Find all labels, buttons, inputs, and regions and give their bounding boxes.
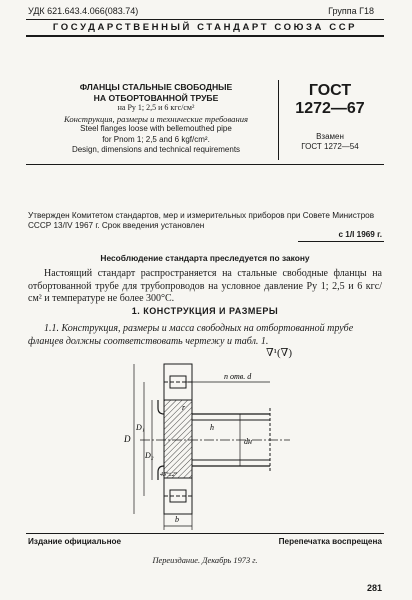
title-block <box>40 82 272 156</box>
udk-code: УДК 621.643.4.066(083.74) <box>28 6 139 16</box>
replace-label: Взамен <box>316 132 344 141</box>
label-D: D <box>124 434 131 444</box>
label-holes: n отв. d <box>224 372 252 381</box>
label-angle: 45°±2° <box>160 472 178 478</box>
label-b: b <box>175 515 179 524</box>
standard-banner: ГОСУДАРСТВЕННЫЙ СТАНДАРТ СОЮЗА ССР <box>52 22 358 33</box>
title-ru-1: ФЛАНЦЫ СТАЛЬНЫЕ СВОБОДНЫЕ <box>79 82 233 92</box>
gost-number: 1272—67 <box>295 100 365 117</box>
reprint-prohibited: Перепечатка воспрещена <box>278 537 382 546</box>
title-en-2: for Pnom 1; 2,5 and 6 kgf/cm². <box>102 134 210 144</box>
flange-drawing <box>120 360 300 535</box>
bellmouth-top <box>158 400 164 414</box>
gost-block <box>286 82 374 152</box>
label-h: h <box>210 423 214 432</box>
intro-paragraph: Настоящий стандарт распространяется на стальные свободные фланцы на отбортованной трубе для трубопроводов на условное давление Pу 1; 2,5 и 6 кгс/см² и температуре не более 300°С. <box>28 268 382 304</box>
top-rule <box>26 19 384 20</box>
banner-rule <box>26 35 384 37</box>
approval-text: Утвержден Комитетом стандартов, мер и измерительных приборов при Совете Министров СССР 13/IV 1967 г. Срок введения установлен <box>28 211 375 230</box>
flange-section-hatch <box>164 400 192 478</box>
title-ru-2: НА ОТБОРТОВАННОЙ ТРУБЕ <box>93 92 219 103</box>
label-D1: D₁ <box>136 423 145 432</box>
label-D2: D₂ <box>145 451 154 460</box>
title-ru-3: на Pу 1; 2,5 и 6 кгс/см² <box>117 103 195 112</box>
footer-rule <box>26 533 384 534</box>
official-edition: Издание официальное <box>28 537 122 546</box>
replace-value: ГОСТ 1272—54 <box>301 142 359 151</box>
roughness-symbol: ∇¹(∇) <box>266 347 292 359</box>
gost-label: ГОСТ <box>308 82 352 99</box>
label-r: r <box>182 403 186 412</box>
effective-date: с 1/I 1969 г. <box>338 230 382 239</box>
title-en-3: Design, dimensions and technical requirements <box>71 145 241 154</box>
title-ru-4: Конструкция, размеры и технические требования <box>63 113 248 124</box>
page-number: 281 <box>366 583 382 593</box>
reissue-note: Переиздание. Декабрь 1973 г. <box>152 556 258 565</box>
clause-1-1: 1.1. Конструкция, размеры и масса свободных на отбортованной трубе фланцев должны соответствовать чертежу и табл. 1. <box>28 323 354 347</box>
section-heading: 1. КОНСТРУКЦИЯ И РАЗМЕРЫ <box>131 306 279 316</box>
title-bottom-rule <box>26 164 384 165</box>
label-dn: dн <box>244 437 252 446</box>
legal-warning: Несоблюдение стандарта преследуется по закону <box>100 253 310 263</box>
effective-underline <box>298 241 384 242</box>
group-code: Группа Г18 <box>328 6 374 16</box>
title-divider <box>278 80 279 160</box>
title-en-1: Steel flanges loose with bellemouthed pipe <box>80 124 232 133</box>
